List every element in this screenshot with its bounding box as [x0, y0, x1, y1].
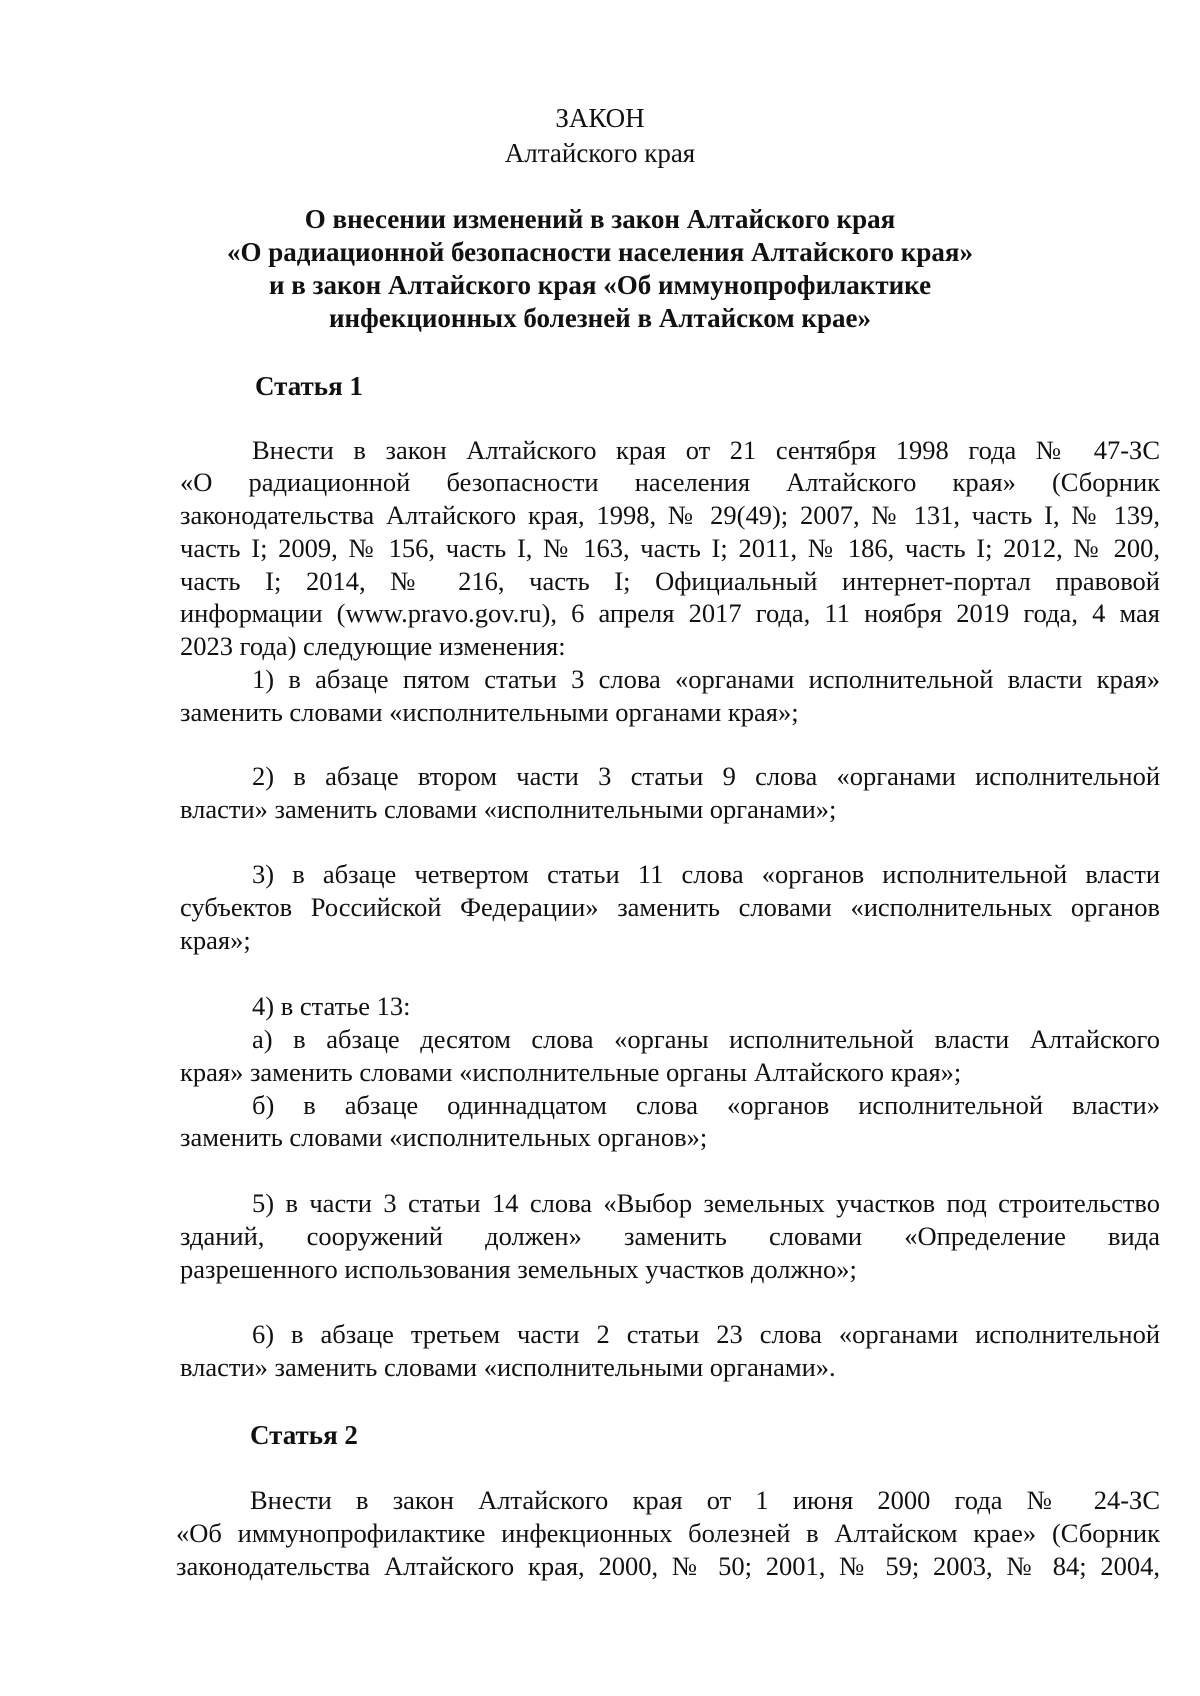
subject-line: «О радиационной безопасности населения Алтайского края» [227, 237, 973, 267]
paragraph-line: «Об иммунопрофилактике инфекционных болезней в Алтайском крае» (Сборник [176, 1518, 1160, 1548]
list-item-line: заменить словами «исполнительными органами края»; [180, 697, 799, 727]
paragraph-line: информации (www.pravo.gov.ru), 6 апреля 2017 года, 11 ноября 2019 года, 4 мая [180, 598, 1160, 628]
list-item-line: зданий, сооружений должен» заменить словами «Определение вида [180, 1221, 1160, 1251]
paragraph-line: часть I; 2014, № 216, часть I; Официальный интернет-портал правовой [180, 566, 1160, 596]
paragraph-line: Внести в закон Алтайского края от 21 сентября 1998 года № 47-ЗС [252, 435, 1160, 465]
list-item-line: 2) в абзаце втором части 3 статьи 9 слова «органами исполнительной [252, 761, 1160, 791]
list-item-line: власти» заменить словами «исполнительными органами»; [180, 794, 837, 824]
paragraph-line: законодательства Алтайского края, 1998, № 29(49); 2007, № 131, часть I, № 139, [180, 500, 1160, 530]
paragraph-line: часть I; 2009, № 156, часть I, № 163, часть I; 2011, № 186, часть I; 2012, № 200, [180, 533, 1160, 563]
list-item-line: края» заменить словами «исполнительные органы Алтайского края»; [180, 1057, 962, 1087]
list-item-line: разрешенного использования земельных участков должно»; [180, 1254, 857, 1284]
list-item-line: 5) в части 3 статьи 14 слова «Выбор земельных участков под строительство [252, 1188, 1160, 1218]
list-item-line: б) в абзаце одиннадцатом слова «органов исполнительной власти» [252, 1090, 1160, 1120]
document-subtitle: Алтайского края [504, 138, 696, 168]
list-item-line: края»; [180, 925, 251, 955]
list-item-line: власти» заменить словами «исполнительными органами». [180, 1352, 836, 1382]
paragraph-line: Внести в закон Алтайского края от 1 июня 2000 года № 24-ЗС [250, 1485, 1160, 1515]
subject-line: инфекционных болезней в Алтайском крае» [328, 303, 871, 333]
law-subject [0, 203, 1200, 335]
list-item-line: 1) в абзаце пятом статьи 3 слова «органами исполнительной власти края» [252, 664, 1160, 694]
list-item-line: а) в абзаце десятом слова «органы исполнительной власти Алтайского [252, 1024, 1160, 1054]
paragraph-line: 2023 года) следующие изменения: [180, 631, 566, 661]
paragraph-line: «О радиационной безопасности населения Алтайского края» (Сборник [180, 467, 1160, 497]
list-item-line: заменить словами «исполнительных органов»; [180, 1122, 708, 1152]
article-1-heading: Статья 1 [255, 371, 363, 401]
paragraph-line: законодательства Алтайского края, 2000, № 50; 2001, № 59; 2003, № 84; 2004, [176, 1551, 1160, 1581]
subject-line: и в закон Алтайского края «Об иммунопрофилактике [268, 270, 932, 300]
list-item-line: 6) в абзаце третьем части 2 статьи 23 слова «органами исполнительной [252, 1319, 1160, 1349]
document-title: ЗАКОН [555, 103, 645, 133]
article-2-heading: Статья 2 [250, 1420, 358, 1450]
subject-line: О внесении изменений в закон Алтайского края [304, 204, 896, 234]
list-item-line: 3) в абзаце четвертом статьи 11 слова «органов исполнительной власти [252, 859, 1160, 889]
list-item-line: 4) в статье 13: [252, 991, 411, 1021]
list-item-line: субъектов Российской Федерации» заменить словами «исполнительных органов [180, 892, 1160, 922]
